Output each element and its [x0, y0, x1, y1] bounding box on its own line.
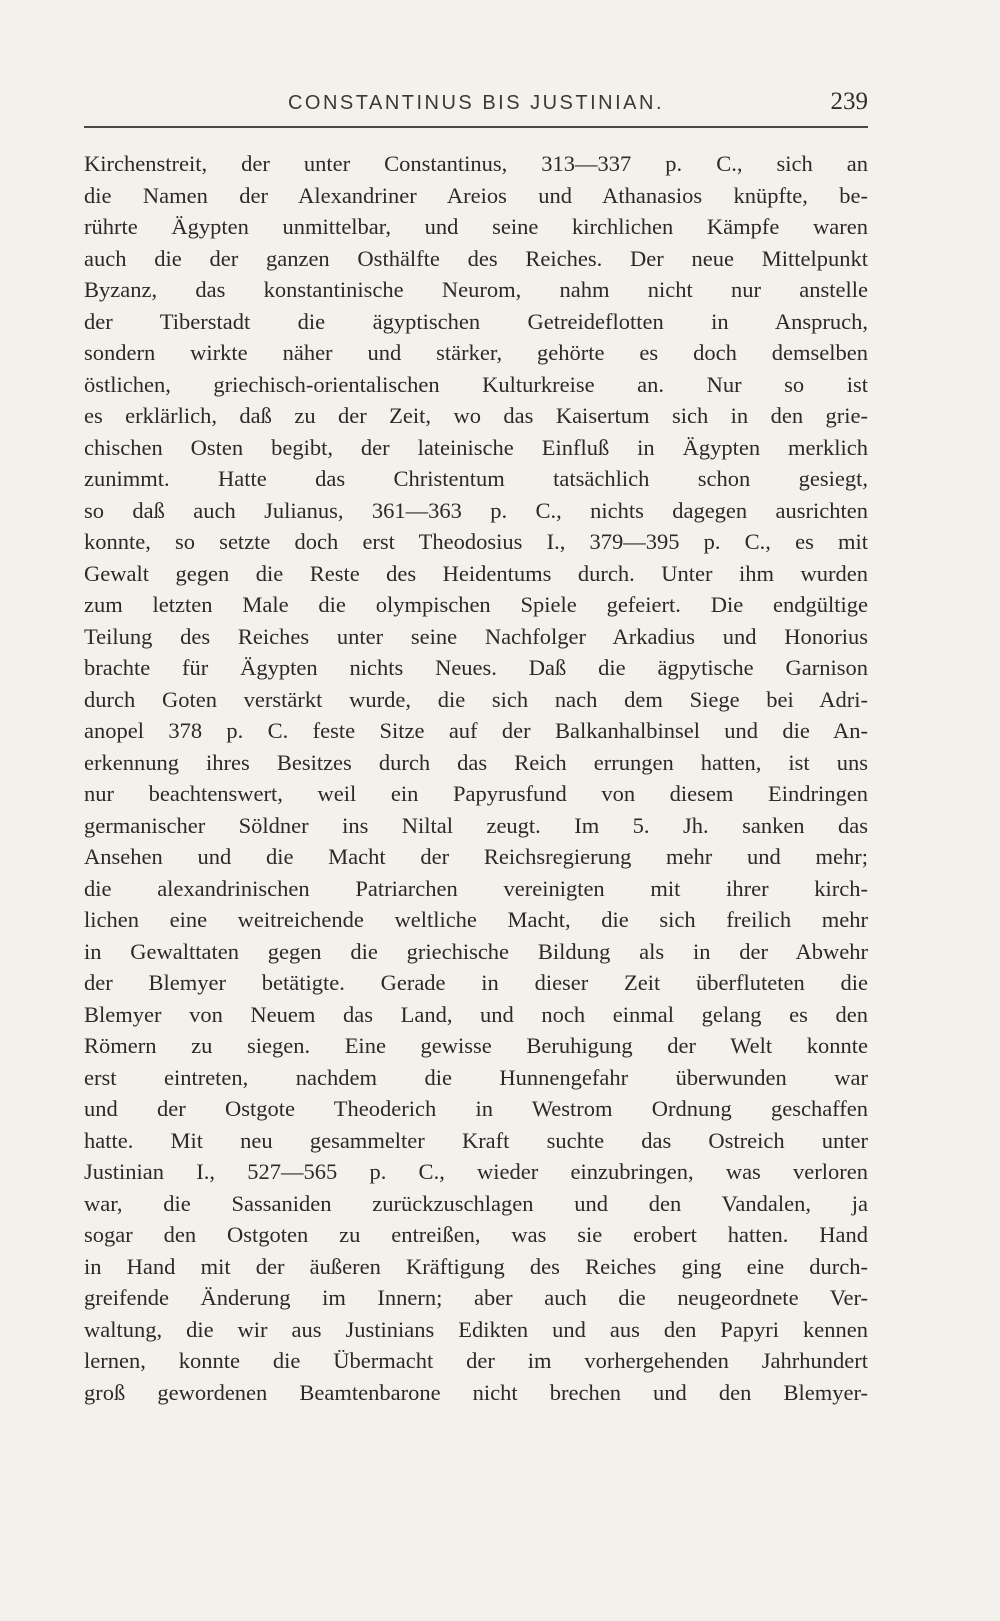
text-line: greifende Änderung im Innern; aber auch die neugeordnete Ver- — [84, 1285, 868, 1310]
text-line: Teilung des Reiches unter seine Nachfolger Arkadius und Honorius — [84, 623, 868, 649]
text-line: Byzanz, das konstantinische Neurom, nahm nicht nur anstelle — [84, 277, 868, 302]
text-line: lichen eine weitreichende weltliche Macht, die sich freilich mehr — [84, 907, 868, 932]
text-line: germanischer Söldner ins Niltal zeugt. Im 5. Jh. sanken das — [84, 812, 868, 838]
text-line: es erklärlich, daß zu der Zeit, wo das Kaisertum sich in den grie- — [84, 403, 868, 428]
text-line: in Hand mit der äußeren Kräftigung des Reiches ging eine durch- — [84, 1253, 868, 1279]
text-line: erst eintreten, nachdem die Hunnengefahr überwunden war — [84, 1064, 868, 1090]
text-line: sondern wirkte näher und stärker, gehörte es doch demselben — [84, 340, 868, 365]
text-line: Justinian I., 527—565 p. C., wieder einzubringen, was verloren — [84, 1159, 868, 1184]
text-line: chischen Osten begibt, der lateinische Einfluß in Ägypten merklich — [84, 434, 868, 460]
text-line: rührte Ägypten unmittelbar, und seine kirchlichen Kämpfe waren — [84, 214, 868, 239]
text-line: erkennung ihres Besitzes durch das Reich errungen hatten, ist uns — [84, 749, 868, 775]
text-line: in Gewalttaten gegen die griechische Bildung als in der Abwehr — [84, 938, 868, 964]
text-line: durch Goten verstärkt wurde, die sich nach dem Siege bei Adri- — [84, 686, 868, 712]
text-line: anopel 378 p. C. feste Sitze auf der Balkanhalbinsel und die An- — [84, 718, 868, 743]
text-line: sogar den Ostgoten zu entreißen, was sie erobert hatten. Hand — [84, 1222, 868, 1247]
text-line: Ansehen und die Macht der Reichsregierung mehr und mehr; — [84, 844, 868, 869]
text-line: zum letzten Male die olympischen Spiele gefeiert. Die endgültige — [84, 592, 868, 617]
text-line: Gewalt gegen die Reste des Heidentums durch. Unter ihm wurden — [84, 560, 868, 586]
text-line: Römern zu siegen. Eine gewisse Beruhigung der Welt konnte — [84, 1033, 868, 1058]
text-line: auch die der ganzen Osthälfte des Reiches. Der neue Mittelpunkt — [84, 245, 868, 271]
text-line: hatte. Mit neu gesammelter Kraft suchte das Ostreich unter — [84, 1127, 868, 1153]
text-line: und der Ostgote Theoderich in Westrom Ordnung geschaffen — [84, 1096, 868, 1121]
text-line: waltung, die wir aus Justinians Edikten und aus den Papyri kennen — [84, 1316, 868, 1342]
text-line: die alexandrinischen Patriarchen vereinigten mit ihrer kirch- — [84, 875, 868, 901]
header-rule — [84, 126, 868, 128]
text-line: der Tiberstadt die ägyptischen Getreideflotten in Anspruch, — [84, 308, 868, 334]
text-line: nur beachtenswert, weil ein Papyrusfund von diesem Eindringen — [84, 781, 868, 806]
text-line: die Namen der Alexandriner Areios und Athanasios knüpfte, be- — [84, 182, 868, 208]
text-line: lernen, konnte die Übermacht der im vorhergehenden Jahrhundert — [84, 1348, 868, 1373]
text-line: so daß auch Julianus, 361—363 p. C., nichts dagegen ausrichten — [84, 497, 868, 523]
page-number: 239 — [830, 88, 868, 115]
text-line: groß gewordenen Beamtenbarone nicht brechen und den Blemyer- — [84, 1379, 868, 1405]
text-line: Kirchenstreit, der unter Constantinus, 313—337 p. C., sich an — [84, 151, 868, 176]
running-head — [84, 88, 868, 122]
text-line: zunimmt. Hatte das Christentum tatsächlich schon gesiegt, — [84, 466, 868, 491]
body-text — [84, 148, 868, 1408]
text-line: brachte für Ägypten nichts Neues. Daß die ägpytische Garnison — [84, 655, 868, 680]
text-line: der Blemyer betätigte. Gerade in dieser Zeit überfluteten die — [84, 970, 868, 995]
running-title: CONSTANTINUS BIS JUSTINIAN. — [287, 92, 665, 114]
text-line: war, die Sassaniden zurückzuschlagen und den Vandalen, ja — [84, 1190, 868, 1216]
text-line: östlichen, griechisch-orientalischen Kulturkreise an. Nur so ist — [84, 371, 868, 397]
text-line: Blemyer von Neuem das Land, und noch einmal gelang es den — [84, 1001, 868, 1027]
text-line: konnte, so setzte doch erst Theodosius I., 379—395 p. C., es mit — [84, 529, 868, 554]
